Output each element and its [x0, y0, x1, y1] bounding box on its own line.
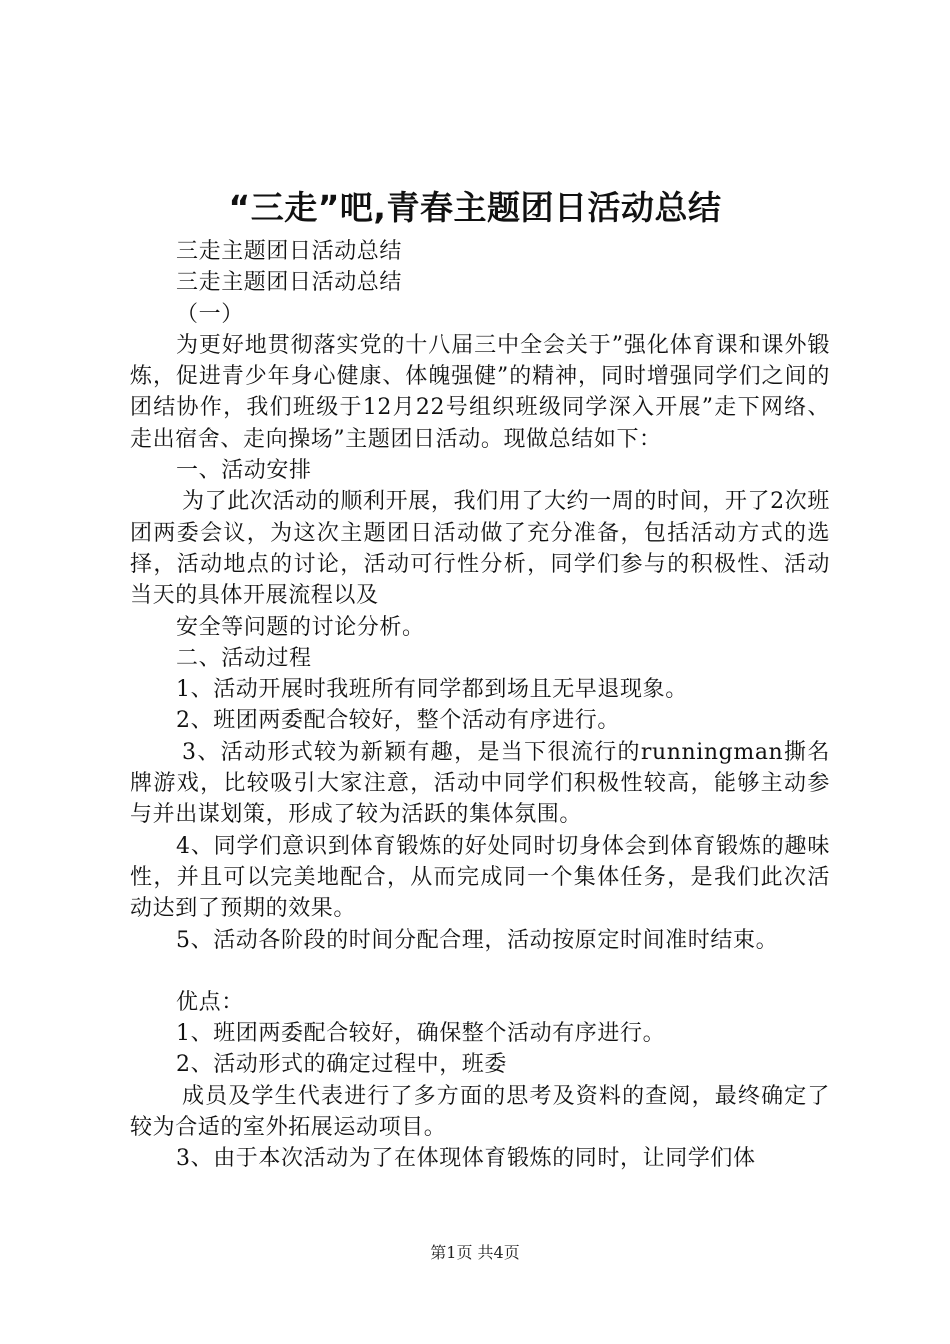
paragraph-arrangement: 为了此次活动的顺利开展，我们用了大约一周的时间，开了2次班团两委会议，为这次主题团日活动做了充分准备，包括活动方式的选择，活动地点的讨论，活动可行性分析，同学们参与的积极性、活动当天的具体开展流程以及 [130, 489, 830, 609]
paragraph-subtitle-2: 三走主题团日活动总结 [176, 270, 403, 296]
heading-advantages: 优点： [176, 989, 244, 1015]
paragraph-section-number: （一） [176, 301, 244, 327]
list-item-process-4: 4、同学们意识到体育锻炼的好处同时切身体会到体育锻炼的趣味性，并且可以完美地配合，从而完成同一个集体任务，是我们此次活动达到了预期的效果。 [130, 833, 830, 922]
list-item-process-2: 2、班团两委配合较好，整个活动有序进行。 [176, 708, 620, 734]
list-item-advantage-3: 3、由于本次活动为了在体现体育锻炼的同时，让同学们体 [176, 1146, 756, 1172]
list-item-process-5: 5、活动各阶段的时间分配合理，活动按原定时间准时结束。 [176, 927, 779, 953]
paragraph-safety: 安全等问题的讨论分析。 [176, 614, 425, 640]
list-item-process-1: 1、活动开展时我班所有同学都到场且无早退现象。 [176, 677, 688, 703]
paragraph-subtitle-1: 三走主题团日活动总结 [176, 239, 403, 264]
paragraph-advantage-2-cont: 成员及学生代表进行了多方面的思考及资料的查阅，最终确定了较为合适的室外拓展运动项目。 [130, 1083, 830, 1141]
list-item-process-3: 3、活动形式较为新颖有趣，是当下很流行的runningman撕名牌游戏，比较吸引大家注意，活动中同学们积极性较高，能够主动参与并出谋划策，形成了较为活跃的集体氛围。 [130, 739, 830, 828]
document-title: “三走”吧,青春主题团日活动总结 [228, 188, 722, 227]
page-footer: 第1页 共4页 [430, 1243, 520, 1262]
document-body [130, 236, 830, 1175]
heading-activity-arrangement: 一、活动安排 [176, 458, 312, 484]
heading-activity-process: 二、活动过程 [176, 645, 312, 671]
paragraph-intro: 为更好地贯彻落实党的十八届三中全会关于”强化体育课和课外锻炼，促进青少年身心健康、体魄强健”的精神，同时增强同学们之间的团结协作，我们班级于12月22号组织班级同学深入开展”走下网络、走出宿舍、走向操场”主题团日活动。现做总结如下： [130, 332, 830, 452]
list-item-advantage-2: 2、活动形式的确定过程中，班委 [176, 1052, 507, 1078]
list-item-advantage-1: 1、班团两委配合较好，确保整个活动有序进行。 [176, 1021, 666, 1047]
